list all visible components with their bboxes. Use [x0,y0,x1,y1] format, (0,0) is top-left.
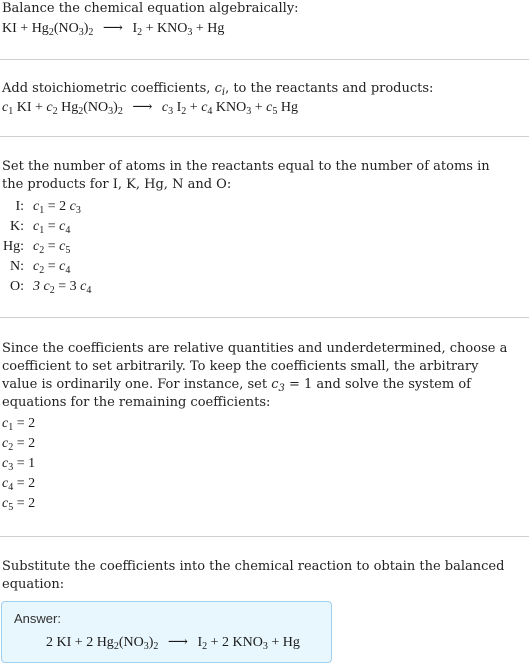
answer-box [1,601,332,663]
element-label: Hg: [3,239,24,254]
section-divider [0,536,529,537]
atom-equation: $c_2 = c_4$ [33,259,71,276]
section-divider [0,136,529,137]
step1-intro: Balance the chemical equation algebraically: [2,1,299,16]
coefficient-value: $c_2 = 2$ [2,436,36,453]
atom-equation-row [0,279,92,299]
step3-intro: Set the number of atoms in the reactants equal to the number of atoms in the products for I, K, Hg, N and O: [2,159,490,192]
element-label: O: [10,279,24,294]
element-label: I: [15,199,24,214]
coefficient-value: $c_3 = 1$ [2,456,36,473]
coefficient-equation: $c_1$ KI + $c_2$ $Hg_2(NO_3)_2$ ⟶ $c_3$ $I_2 + c_4$ $KNO_3 + c_5$ Hg [2,100,298,117]
atom-equation-row [0,239,71,259]
atom-equation-row [0,199,81,219]
balanced-equation: 2 KI + 2 $Hg_2(NO_3)_2$ ⟶ $I_2 + 2$ $KNO_3 + Hg$ [46,635,300,652]
step2-intro: Add stoichiometric coefficients, $c_i$, to the reactants and products: [2,81,434,98]
atom-equation: 3 $c_2 = 3$ $c_4$ [33,279,92,296]
atom-equation-row [0,259,71,279]
element-label: K: [10,219,24,234]
coefficient-value: $c_4 = 2$ [2,476,36,493]
section-divider [0,59,529,60]
element-label: N: [10,259,24,274]
unbalanced-equation: KI + $Hg_2(NO_3)_2$ ⟶ $I_2 + KNO_3 + Hg$ [2,21,225,38]
step4-intro: Since the coefficients are relative quantities and underdetermined, choose a coefficient to set arbitrarily. To keep the coefficients small, the arbitrary value is ordinarily one. For instance, set $c_3 = 1$ and solve the system of equations for the remaining coefficients: [2,341,508,410]
atom-equation: $c_2 = c_5$ [33,239,71,256]
step5-intro: Substitute the coefficients into the chemical reaction to obtain the balanced equation: [2,559,505,592]
coefficient-value: $c_1 = 2$ [2,416,36,433]
atom-equation: $c_1 = 2$ $c_3$ [33,199,81,216]
answer-label: Answer: [14,611,61,626]
coefficient-value: $c_5 = 2$ [2,496,36,513]
atom-equation: $c_1 = c_4$ [33,219,71,236]
section-divider [0,317,529,318]
atom-equation-row [0,219,71,239]
reaction-arrow: ⟶ [102,21,123,36]
